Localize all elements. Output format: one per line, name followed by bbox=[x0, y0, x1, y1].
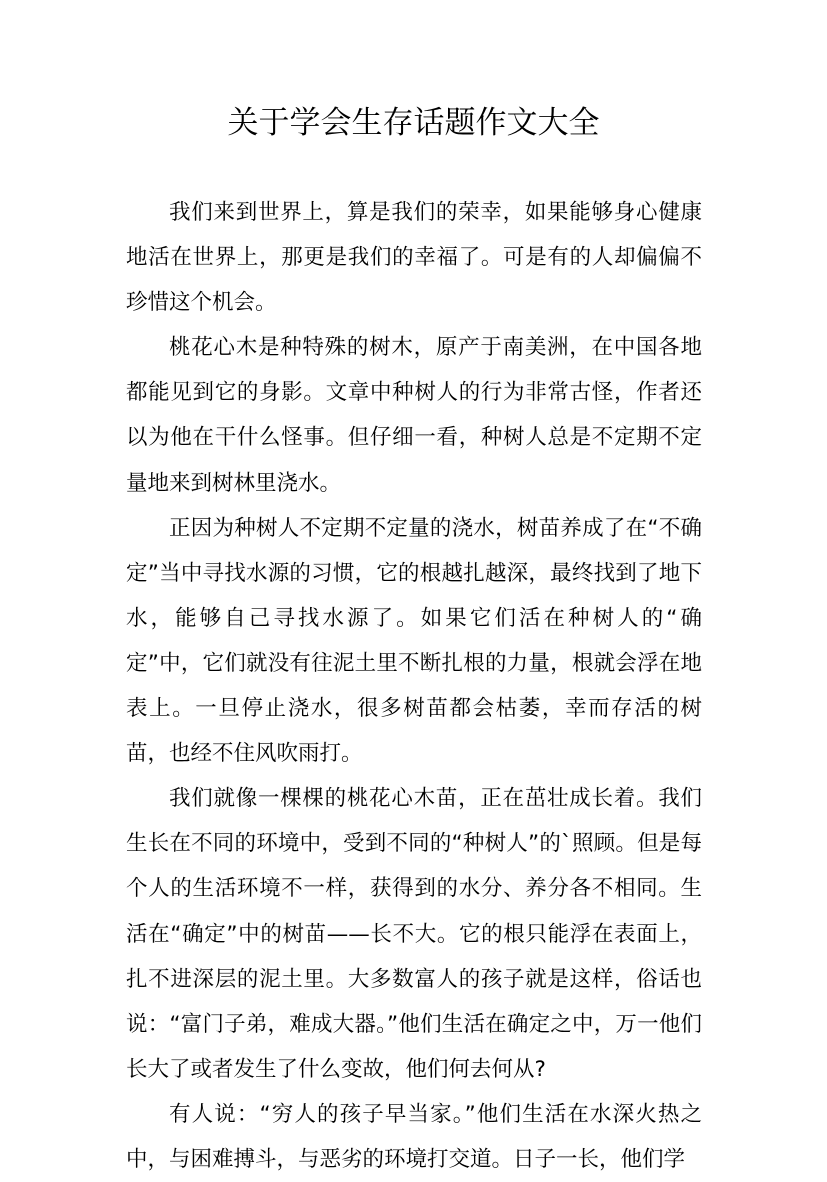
document-body bbox=[126, 190, 702, 1182]
paragraph-1: 我们来到世界上，算是我们的荣幸，如果能够身心健康地活在世界上，那更是我们的幸福了。可是有的人却偏偏不珍惜这个机会。 bbox=[126, 200, 702, 316]
paragraph-5: 有人说：“穷人的孩子早当家。”他们生活在水深火热之中，与困难搏斗，与恶劣的环境打交道。日子一长，他们学 bbox=[126, 1101, 702, 1172]
document-title: 关于学会生存话题作文大全 bbox=[227, 105, 600, 141]
paragraph-3: 正因为种树人不定期不定量的浇水，树苗养成了在“不确定”当中寻找水源的习惯，它的根越扎越深，最终找到了地下水，能够自己寻找水源了。如果它们活在种树人的“确定”中，它们就没有往泥土里不断扎根的力量，根就会浮在地表上。一旦停止浇水，很多树苗都会枯萎，幸而存活的树苗，也经不住风吹雨打。 bbox=[126, 515, 702, 767]
paragraph-2: 桃花心木是种特殊的树木，原产于南美洲，在中国各地都能见到它的身影。文章中种树人的行为非常古怪，作者还以为他在干什么怪事。但仔细一看，种树人总是不定期不定量地来到树林里浇水。 bbox=[126, 335, 702, 496]
paragraph-4: 我们就像一棵棵的桃花心木苗，正在茁壮成长着。我们生长在不同的环境中，受到不同的“种树人”的`照顾。但是每个人的生活环境不一样，获得到的水分、养分各不相同。生活在“确定”中的树苗——长不大。它的根只能浮在表面上，扎不进深层的泥土里。大多数富人的孩子就是这样，俗话也说：“富门子弟，难成大器。”他们生活在确定之中，万一他们长大了或者发生了什么变故，他们何去何从? bbox=[126, 786, 702, 1082]
